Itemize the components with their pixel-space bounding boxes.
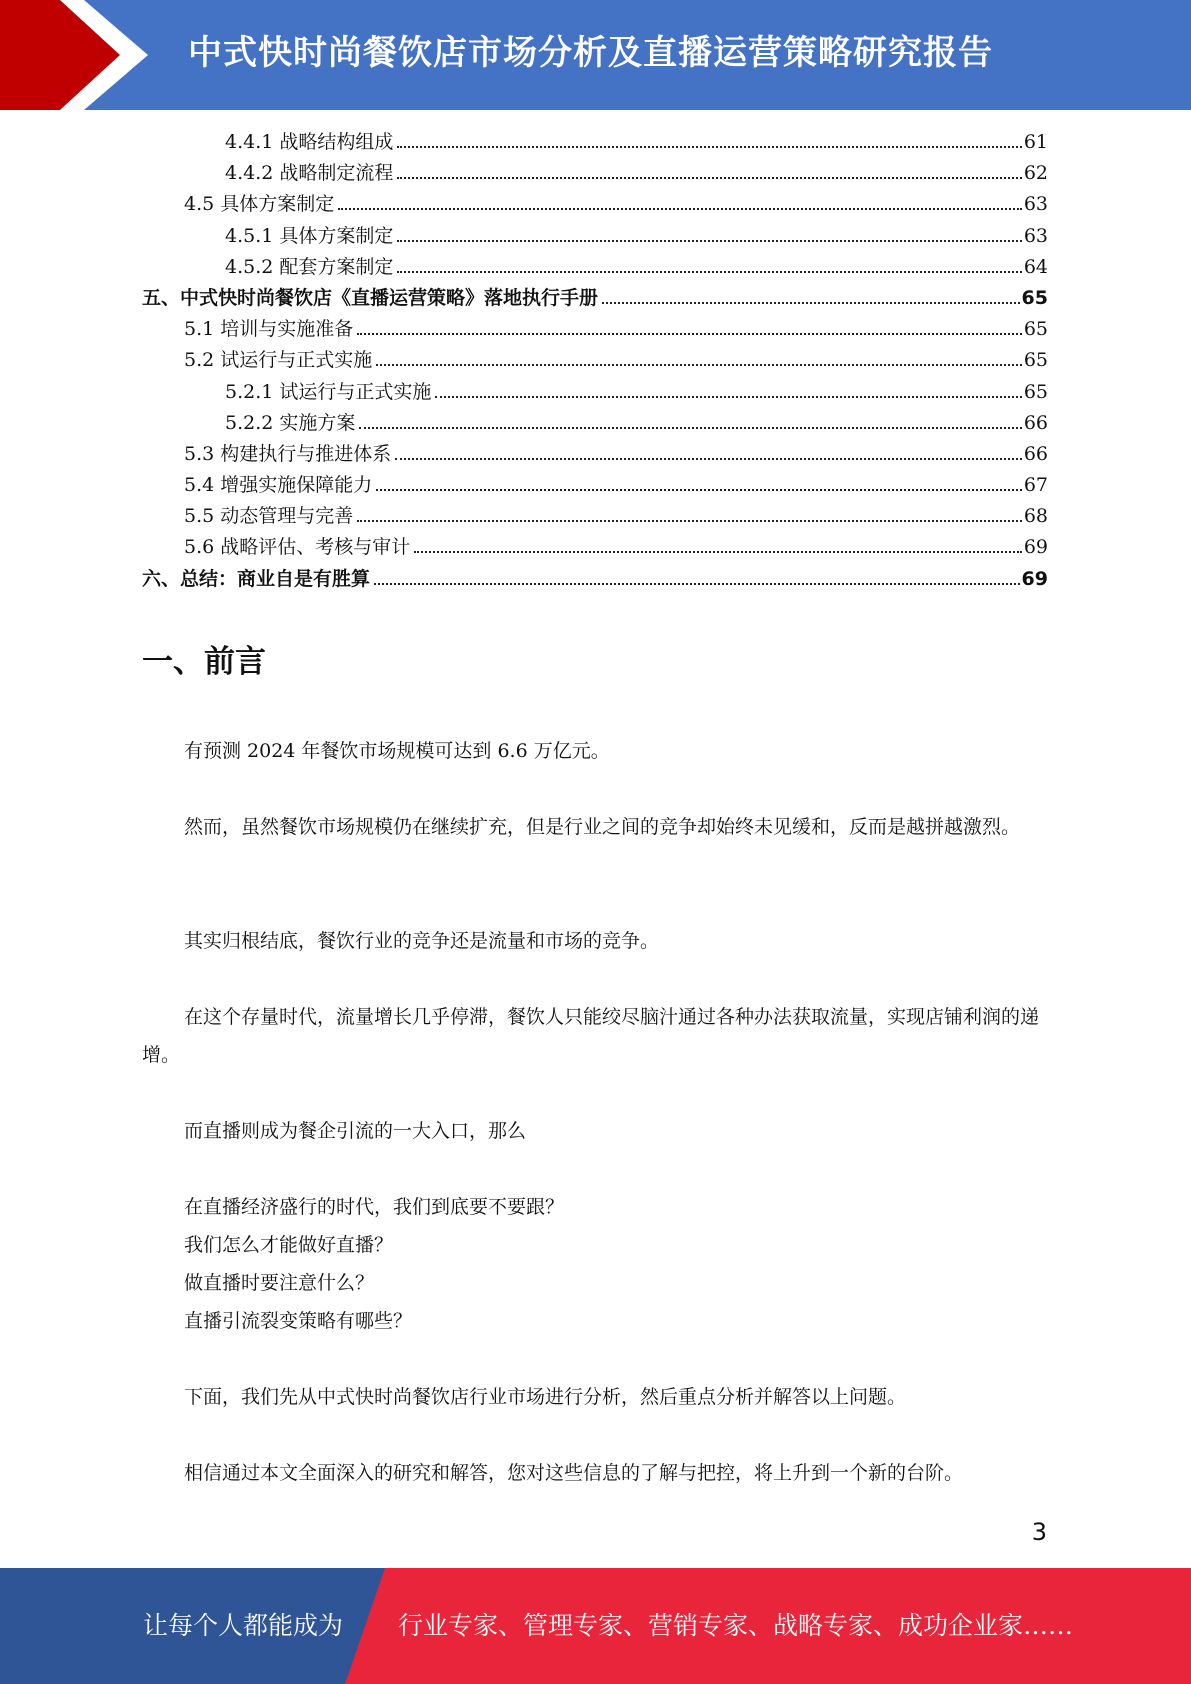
toc-entry[interactable]: [142, 345, 1048, 376]
toc-leader-dots: [376, 489, 1022, 491]
section-heading: 一、前言: [142, 644, 266, 680]
page-header: [0, 0, 1191, 110]
toc-entry-page: 65: [1023, 380, 1048, 403]
toc-entry-label: 5.2 试运行与正式实施: [184, 349, 373, 372]
toc-entry[interactable]: [142, 439, 1048, 470]
report-title: 中式快时尚餐饮店市场分析及直播运营策略研究报告: [188, 33, 993, 73]
toc-entry-page: 61: [1023, 131, 1048, 153]
toc-leader-dots: [397, 177, 1021, 179]
toc-entry-label: 4.4.2 战略制定流程: [225, 162, 394, 185]
question-line: 我们怎么才能做好直播？: [184, 1234, 394, 1256]
toc-leader-dots: [397, 146, 1021, 148]
body-paragraph: 在这个存量时代，流量增长几乎停滞，餐饮人只能绞尽脑汁通过各种办法获取流量，实现店铺利润的递增。: [142, 1006, 1040, 1066]
footer-slogan-left: 让每个人都能成为: [143, 1611, 344, 1640]
body-paragraph: 而直播则成为餐企引流的一大入口，那么: [184, 1120, 527, 1142]
toc-entry-label: 5.2.1 试运行与正式实施: [225, 380, 432, 403]
toc-leader-dots: [374, 583, 1020, 585]
body-paragraph: 有预测 2024 年餐饮市场规模可达到 6.6 万亿元。: [184, 740, 610, 762]
toc-entry-page: 69: [1021, 567, 1048, 590]
body-paragraph: 下面，我们先从中式快时尚餐饮店行业市场进行分析，然后重点分析并解答以上问题。: [184, 1386, 907, 1408]
toc-leader-dots: [357, 520, 1022, 522]
toc-leader-dots: [338, 208, 1022, 210]
toc-entry-label: 5.1 培训与实施准备: [184, 318, 354, 341]
toc-entry-page: 65: [1023, 349, 1048, 372]
body-paragraph: 相信通过本文全面深入的研究和解答，您对这些信息的了解与把控，将上升到一个新的台阶。: [184, 1462, 964, 1484]
toc-leader-dots: [602, 302, 1020, 304]
toc-chapter-entry[interactable]: [142, 564, 1048, 595]
toc-entry-page: 67: [1023, 474, 1048, 497]
toc-leader-dots: [397, 271, 1021, 273]
toc-entry-label: 5.5 动态管理与完善: [184, 505, 354, 528]
body-paragraph: 其实归根结底，餐饮行业的竞争还是流量和市场的竞争。: [184, 930, 660, 952]
table-of-contents: [142, 127, 1048, 595]
toc-leader-dots: [397, 240, 1021, 242]
toc-leader-dots: [435, 396, 1021, 398]
toc-entry-page: 62: [1023, 162, 1048, 185]
page-footer: [0, 1568, 1191, 1684]
toc-entry-label: 5.4 增强实施保障能力: [184, 474, 373, 497]
toc-entry[interactable]: [142, 127, 1048, 158]
toc-entry-page: 68: [1023, 505, 1048, 528]
toc-entry-page: 69: [1023, 536, 1048, 559]
toc-entry[interactable]: [142, 408, 1048, 439]
header-arrow-decoration: [0, 0, 150, 110]
question-line: 直播引流裂变策略有哪些？: [184, 1310, 413, 1332]
toc-leader-dots: [376, 364, 1022, 366]
toc-entry[interactable]: [142, 158, 1048, 189]
toc-entry[interactable]: [142, 532, 1048, 563]
toc-entry-page: 65: [1021, 286, 1048, 309]
toc-entry[interactable]: [142, 252, 1048, 283]
toc-entry-label: 5.3 构建执行与推进体系: [184, 442, 392, 465]
toc-entry-page: 64: [1023, 255, 1048, 278]
question-line: 做直播时要注意什么？: [184, 1272, 375, 1294]
toc-entry-page: 66: [1023, 411, 1048, 434]
toc-entry-page: 63: [1023, 193, 1048, 216]
toc-entry[interactable]: [142, 314, 1048, 345]
toc-leader-dots: [357, 333, 1022, 335]
toc-entry[interactable]: [142, 377, 1048, 408]
toc-entry[interactable]: [142, 470, 1048, 501]
toc-entry[interactable]: [142, 221, 1048, 252]
toc-entry-label: 4.5 具体方案制定: [184, 193, 335, 216]
toc-leader-dots: [395, 458, 1022, 460]
page-number: 3: [1031, 1518, 1047, 1546]
footer-slogan-right: 行业专家、管理专家、营销专家、战略专家、成功企业家……: [398, 1611, 1074, 1640]
question-line: 在直播经济盛行的时代，我们到底要不要跟？: [184, 1196, 565, 1218]
toc-entry-page: 63: [1023, 224, 1048, 247]
toc-entry-label: 5.2.2 实施方案: [225, 411, 356, 434]
toc-entry-label: 4.4.1 战略结构组成: [225, 131, 394, 153]
toc-leader-dots: [359, 427, 1021, 429]
toc-entry[interactable]: [142, 501, 1048, 532]
toc-entry[interactable]: [142, 189, 1048, 220]
toc-entry-page: 66: [1023, 442, 1048, 465]
toc-chapter-entry[interactable]: [142, 283, 1048, 314]
toc-entry-page: 65: [1023, 318, 1048, 341]
toc-entry-label: 5.6 战略评估、考核与审计: [184, 536, 411, 559]
toc-entry-label: 五、中式快时尚餐饮店《直播运营策略》落地执行手册: [142, 286, 599, 309]
toc-entry-label: 4.5.2 配套方案制定: [225, 255, 394, 278]
body-paragraph: 然而，虽然餐饮市场规模仍在继续扩充，但是行业之间的竞争却始终未见缓和，反而是越拼越激烈。: [184, 816, 1021, 838]
toc-entry-label: 六、总结：商业自是有胜算: [142, 567, 371, 590]
toc-leader-dots: [414, 551, 1022, 553]
toc-entry-label: 4.5.1 具体方案制定: [225, 224, 394, 247]
